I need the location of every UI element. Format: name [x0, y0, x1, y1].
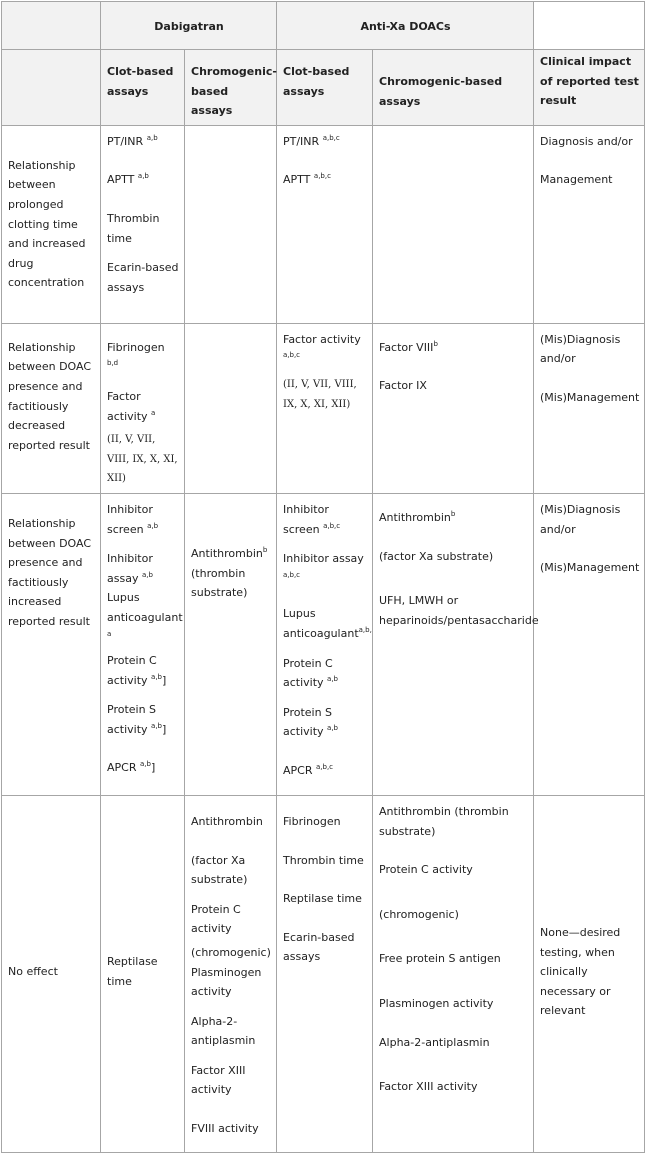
list-item [283, 549, 367, 588]
list-item: Thrombin time [283, 853, 364, 867]
table-row [2, 323, 645, 493]
inhibitor-assay-text: Inhibitor assay [283, 552, 364, 566]
antithrombin-sup: b [450, 509, 456, 518]
protein-s-text: Protein S activity [107, 703, 157, 736]
list-item: Thrombin time [107, 211, 160, 245]
table-row [2, 125, 645, 323]
dab-clot-cell [101, 493, 185, 795]
doac-assay-table [1, 1, 645, 1153]
ptinr-sup: a,b [146, 133, 158, 142]
list-item: (II, V, VII, VIII, IX, X, XI, XII) [107, 434, 178, 485]
xa-clot-cell [277, 493, 373, 795]
list-item: Ecarin-based assays [107, 261, 179, 294]
list-item: Antithrombin (thrombin substrate) [379, 804, 509, 838]
list-item [283, 654, 367, 693]
ptinr-text: PT/INR [107, 134, 144, 148]
dab-clot-cell [101, 323, 185, 493]
list-item: (chromogenic) [191, 945, 271, 959]
list-item [283, 604, 372, 643]
inhibitor-assay-sup: a,b [141, 570, 153, 579]
header-row-1 [2, 2, 645, 50]
list-item [283, 761, 367, 781]
factor-text: Factor activity [283, 332, 361, 346]
ptinr-text: PT/INR [283, 134, 320, 148]
factor-sup: a [151, 408, 156, 417]
lupus-sup: a [107, 629, 112, 638]
protein-s-text: Protein S activity [283, 705, 333, 739]
aptt-sup: a,b,c [313, 172, 331, 181]
impact-cell [534, 493, 645, 795]
header-chromogenic-based-2 [373, 50, 534, 126]
row-label-text: Relationship between prolonged clotting time and increased drug concentration [8, 158, 86, 290]
list-item [107, 651, 179, 690]
list-item: Factor XIII activity [191, 1063, 246, 1097]
protein-c-tail: ] [162, 673, 167, 687]
protein-c-sup: a,b [327, 675, 339, 684]
header-clot-based-2 [277, 50, 373, 126]
list-item [283, 330, 367, 369]
list-item [191, 544, 271, 564]
xa-clot-cell [277, 323, 373, 493]
impact-cell [534, 795, 645, 1152]
list-item: (II, V, VII, VIII, IX, X, XI, XII) [283, 378, 357, 410]
impact-text: (Mis)Management [540, 390, 640, 404]
xa-clot-cell [277, 125, 373, 323]
list-item: FVIII activity [191, 1122, 259, 1136]
lupus-text: Lupus anticoagulant [283, 607, 359, 640]
row-label-text: Relationship between DOAC presence and factitiously decreased reported result [8, 340, 92, 452]
list-item [107, 700, 179, 739]
row-label-text: Relationship between DOAC presence and factitiously increased reported result [8, 516, 92, 628]
list-item: UFH, LMWH or heparinoids/pentasaccharide [379, 594, 539, 627]
list-item: Reptilase time [283, 892, 362, 906]
list-item: Antithrombin [191, 814, 263, 828]
list-item [107, 338, 179, 377]
header-clot-based-text: Clot-based assays [107, 65, 174, 98]
row-label-text: No effect [8, 965, 58, 979]
dab-chromo-cell [185, 125, 277, 323]
header-antixa-text: Anti-Xa DOACs [360, 20, 451, 33]
impact-text: Diagnosis and/or [540, 134, 633, 148]
list-item: Factor XIII activity [379, 1080, 478, 1094]
impact-text: (Mis)Diagnosis and/or [540, 502, 621, 536]
xa-chromo-cell [373, 125, 534, 323]
ptinr-sup: a,b,c [322, 133, 340, 142]
factor-sup: a,b,c [283, 351, 301, 360]
list-item: Factor IX [379, 379, 427, 393]
antithrombin-sup: b [262, 545, 268, 554]
impact-cell [534, 125, 645, 323]
inhibitor-screen-text: Inhibitor screen [283, 502, 329, 536]
list-item [107, 500, 179, 539]
inhibitor-assay-sup: a,b,c [283, 570, 301, 579]
list-item: (chromogenic) [379, 907, 459, 921]
xa-clot-cell [277, 795, 373, 1152]
fviii-text: Factor VIII [379, 340, 434, 354]
list-item: Alpha-2-antiplasmin [379, 1035, 490, 1049]
list-item [107, 549, 179, 588]
list-item: Plasminogen activity [379, 996, 494, 1010]
list-item [107, 387, 179, 426]
list-item [379, 338, 528, 358]
protein-c-text: Protein C activity [283, 656, 333, 690]
header-antixa [277, 2, 534, 50]
list-item: Protein C activity [379, 863, 473, 877]
xa-chromo-cell [373, 493, 539, 795]
header-chromogenic-based [185, 50, 277, 126]
header-clot-based-2-text: Clot-based assays [283, 65, 350, 98]
impact-text: Management [540, 173, 613, 187]
list-item [107, 758, 179, 778]
list-item [283, 132, 367, 152]
table-row [2, 795, 645, 1152]
protein-c-sup: a,b [151, 672, 163, 681]
doac-assay-table-container [1, 1, 647, 1136]
antithrombin-text: Antithrombin [379, 510, 451, 524]
header-chromogenic-based-2-text: Chromogenic-based assays [379, 75, 503, 108]
apcr-sup: a,b [139, 760, 151, 769]
fviii-sup: b [433, 339, 438, 348]
header-chromogenic-based-text: Chromogenic-based assays [191, 65, 277, 118]
lupus-sup: a,b, [358, 625, 372, 634]
header-dabigatran-text: Dabigatran [154, 20, 224, 33]
fibrinogen-sup: b,d [107, 359, 119, 368]
list-item: Alpha-2-antiplasmin [191, 1014, 256, 1048]
aptt-text: APTT [107, 173, 135, 187]
row-label [2, 323, 101, 493]
list-item: Ecarin-based assays [283, 930, 355, 964]
dab-clot-cell [101, 795, 185, 1152]
list-item: (factor Xa substrate) [379, 549, 494, 563]
protein-c-text: Protein C activity [107, 654, 157, 687]
inhibitor-screen-sup: a,b [147, 521, 159, 530]
protein-s-sup: a,b [151, 721, 163, 730]
aptt-text: APTT [283, 173, 311, 187]
header-clinical-impact-text: Clinical impact of reported test result [540, 55, 639, 108]
dab-chromo-cell [185, 795, 277, 1152]
dab-chromo-cell [185, 493, 277, 795]
row-label [2, 795, 101, 1152]
protein-s-tail: ] [162, 722, 167, 736]
list-item [107, 588, 183, 647]
impact-text: None—desired testing, when clinically necessary or relevant [540, 925, 621, 1018]
list-item: Reptilase time [107, 955, 158, 988]
header-empty-right [534, 2, 645, 50]
list-item [283, 500, 367, 539]
apcr-text: APCR [107, 761, 137, 775]
inhibitor-screen-text: Inhibitor screen [107, 502, 153, 536]
aptt-sup: a,b [137, 172, 149, 181]
list-item: Free protein S antigen [379, 952, 501, 966]
apcr-sup: a,b,c [315, 762, 334, 771]
header-dabigatran [101, 2, 277, 50]
row-label [2, 493, 101, 795]
apcr-text: APCR [283, 763, 313, 777]
antithrombin-text: Antithrombin [191, 546, 263, 560]
list-item: (factor Xa substrate) [191, 853, 248, 887]
protein-s-sup: a,b [327, 724, 339, 733]
table-row [2, 493, 645, 795]
list-item [379, 508, 528, 528]
inhibitor-screen-sup: a,b,c [323, 521, 341, 530]
list-item: Plasminogen activity [191, 965, 262, 999]
list-item [283, 170, 367, 190]
impact-text: (Mis)Diagnosis and/or [540, 332, 621, 366]
impact-text: (Mis)Management [540, 561, 640, 575]
list-item: (thrombin substrate) [191, 566, 248, 600]
list-item: Protein C activity [191, 902, 241, 936]
list-item [283, 703, 367, 742]
factor-text: Factor activity [107, 389, 148, 423]
lupus-text: Lupus anticoagulant [107, 591, 183, 624]
list-item [107, 132, 179, 152]
header-empty-cell-2 [2, 50, 101, 126]
header-row-2 [2, 50, 645, 126]
impact-cell [534, 323, 645, 493]
header-clinical-impact [534, 50, 645, 126]
inhibitor-assay-text: Inhibitor assay [107, 552, 153, 585]
fibrinogen-text: Fibrinogen [107, 340, 165, 354]
xa-chromo-cell [373, 795, 534, 1152]
dab-chromo-cell [185, 323, 277, 493]
header-empty-cell [2, 2, 101, 50]
list-item [107, 170, 179, 190]
list-item: Fibrinogen [283, 814, 341, 828]
header-clot-based [101, 50, 185, 126]
dab-clot-cell [101, 125, 185, 323]
xa-chromo-cell [373, 323, 534, 493]
row-label [2, 125, 101, 323]
apcr-tail: ] [150, 761, 156, 775]
